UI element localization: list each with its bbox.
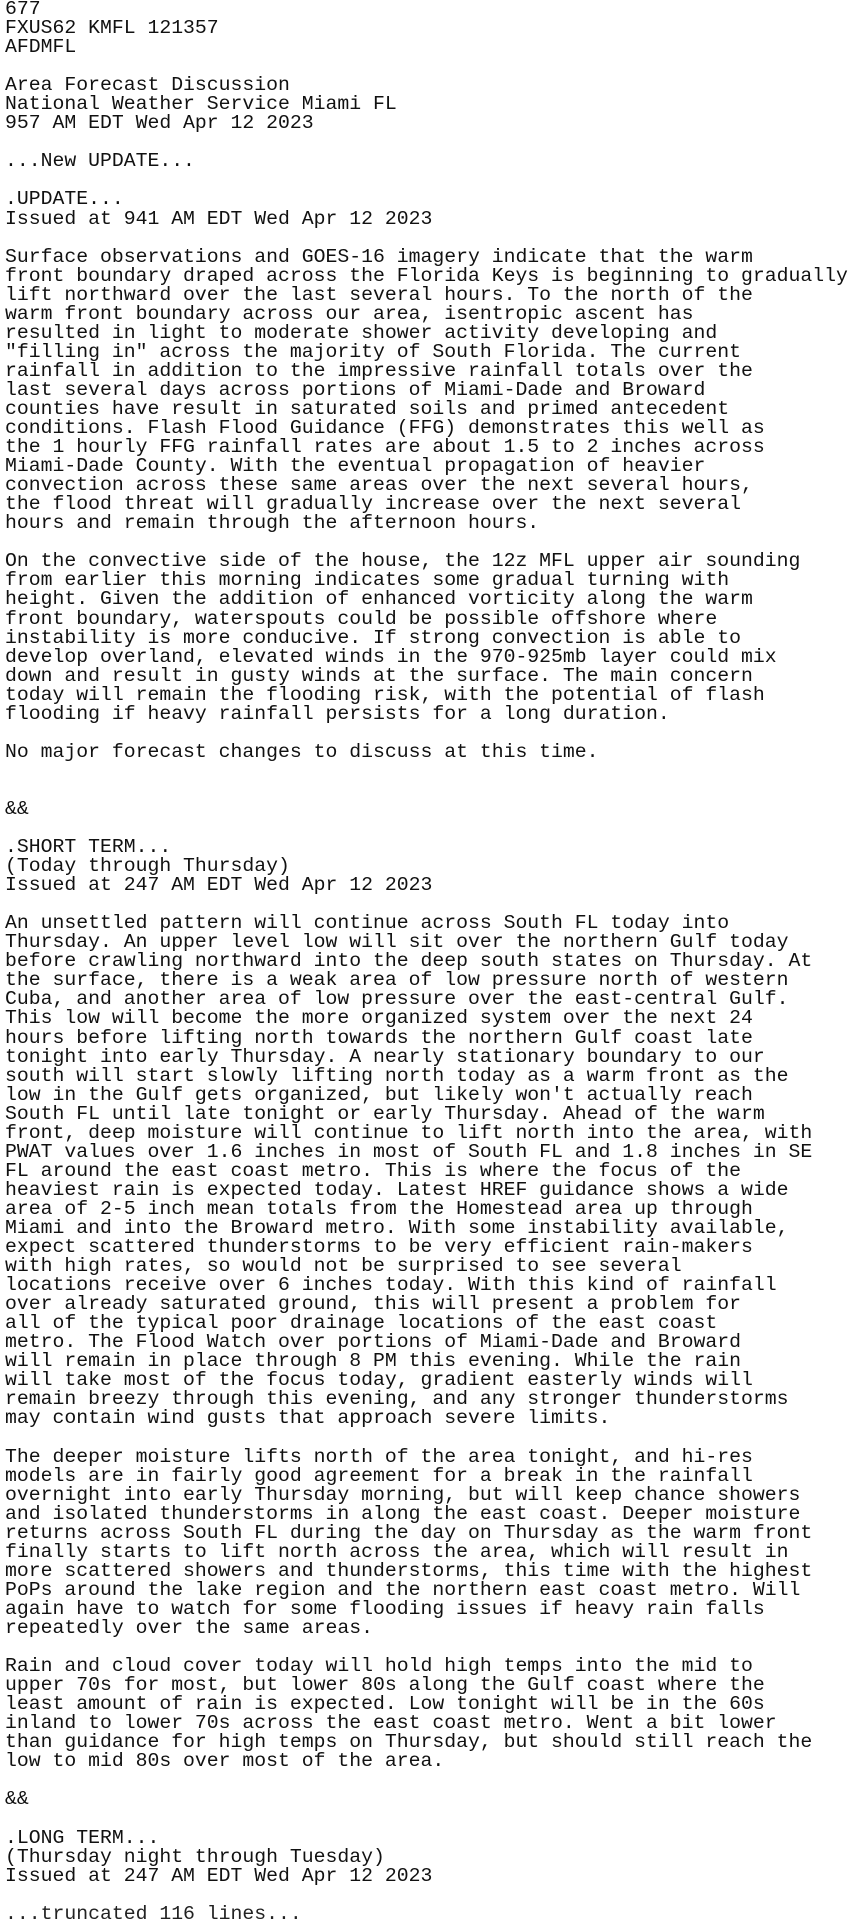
long-term-section: .LONG TERM... (Thursday night through Tuesday) Issued at 247 AM EDT Wed Apr 12 2023 bbox=[5, 1826, 433, 1887]
update-section: .UPDATE... Issued at 941 AM EDT Wed Apr 12 2023 Surface observations and GOES-16 imagery indicate that the warm front boundary draped across the Florida Keys is beginning to gradually lift northward over the last several hours. To the north of the warm front boundary across our area, isentropic ascent has resulted in light to moderate shower activity developing and "filling in" across the majority of South Florida. The current rainfall in addition to the impressive rainfall totals over the last several days across portions of Miami-Dade and Broward counties have result in saturated soils and primed antecedent conditions. Flash Flood Guidance (FFG) demonstrates this well as the 1 hourly FFG rainfall rates are about 1.5 to 2 inches across Miami-Dade County. With the eventual propagation of heavier convection across these same areas over the next several hours, the flood threat will gradually increase over the next several hours and remain through the afternoon hours. On the convective side of the house, the 12z MFL upper air sounding from earlier this morning indicates some gradual turning with height. Given the addition of enhanced vorticity along the warm front boundary, waterspouts could be possible offshore where instability is more conducive. If strong convection is able to develop overland, elevated winds in the 970-925mb layer could mix down and result in gusty winds at the surface. The main concern today will remain the flooding risk, with the potential of flash flooding if heavy rainfall persists for a long duration. No major forecast changes to discuss at this time. && bbox=[5, 188, 848, 820]
short-term-section: .SHORT TERM... (Today through Thursday) Issued at 247 AM EDT Wed Apr 12 2023 An unsettled pattern will continue across South FL today into Thursday. An upper level low will sit over the northern Gulf today before crawling northward into the deep south states on Thursday. At the surface, there is a weak area of low pressure north of western Cuba, and another area of low pressure over the east-central Gulf. This low will become the more organized system over the next 24 hours before lifting north towards the northern Gulf coast late tonight into early Thursday. A nearly stationary boundary to our south will start slowly lifting north today as a warm front as the low in the Gulf gets organized, but likely won't actually reach South FL until late tonight or early Thursday. Ahead of the warm front, deep moisture will continue to lift north into the area, with PWAT values over 1.6 inches in most of South FL and 1.8 inches in SE FL around the east coast metro. This is where the focus of the heaviest rain is expected today. Latest HREF guidance shows a wide area of 2-5 inch mean totals from the Homestead area up through Miami and into the Broward metro. With some instability available, expect scattered thunderstorms to be very efficient rain-makers with high rates, so would not be surprised to see several locations receive over 6 inches today. With this kind of rainfall over already saturated ground, this will present a problem for all of the typical poor drainage locations of the east coast metro. The Flood Watch over portions of Miami-Dade and Broward will remain in place through 8 PM this evening. While the rain will take most of the focus today, gradient easterly winds will remain breezy through this evening, and any stronger thunderstorms may contain wind gusts that approach severe limits. The deeper moisture lifts north of the area tonight, and hi-res models are in fairly good agreement for a break in the rainfall overnight into early Thursday morning, but will keep chance showers and isolated thunderstorms in along the east coast. Deeper moisture returns across South FL during the day on Thursday as the warm front finally starts to lift north across the area, which will result in more scattered showers and thunderstorms, this time with the highest PoPs around the lake region and the northern east coast metro. Will again have to watch for some flooding issues if heavy rain falls repeatedly over the same areas. Rain and cloud cover today will hold high temps into the mid to upper 70s for most, but lower 80s along the Gulf coast where the least amount of rain is expected. Low tonight will be in the 60s inland to lower 70s across the east coast metro. Went a bit lower than guidance for high temps on Thursday, but should still reach the low to mid 80s over most of the area. && bbox=[5, 836, 813, 1811]
product-header: 677 FXUS62 KMFL 121357 AFDMFL Area Forecast Discussion National Weather Service Miami FL 957 AM EDT Wed Apr 12 2023 ...New UPDATE... bbox=[5, 0, 397, 173]
truncation-notice: ...truncated 116 lines... bbox=[5, 1902, 302, 1924]
